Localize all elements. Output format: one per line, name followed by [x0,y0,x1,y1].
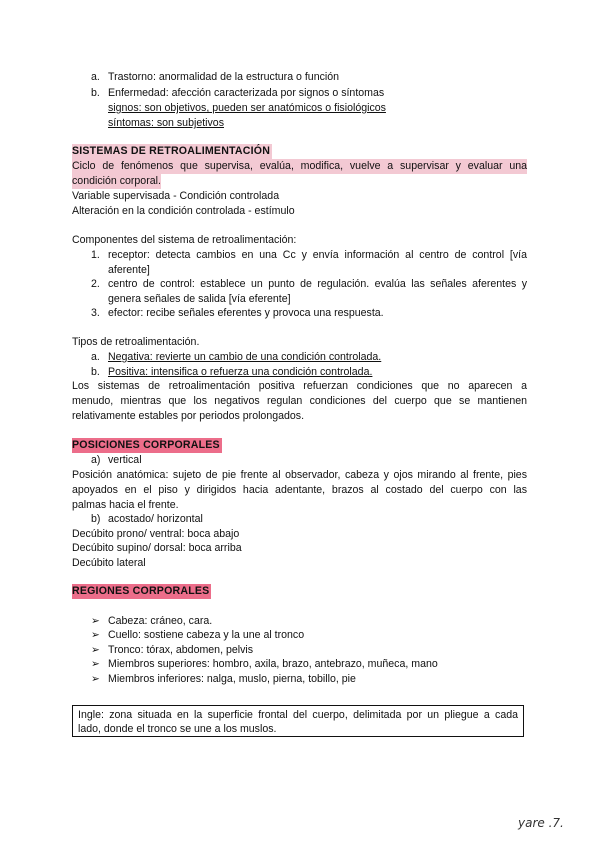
list-marker: 1. [91,249,100,261]
arrow-bullet-icon: ➢ [91,644,100,656]
region-item: Miembros inferiores: nalga, muslo, pierna, tobillo, pie [108,673,356,685]
anatomical-line-2: apoyados en el piso y dirigidos hacia adentante, brazos al costado del cuerpo con las [72,484,527,496]
list-marker: a) [91,454,101,466]
types-title: Tipos de retroalimentación. [72,336,200,348]
region-item: Cabeza: cráneo, cara. [108,615,213,627]
component-receptor: receptor: detecta cambios en una Cc y envía información al centro de control [vía [108,249,527,261]
type-positiva: Positiva: intensifica o refuerza una condición controlada. [108,366,373,378]
section-heading-posiciones: POSICIONES CORPORALES [72,439,220,451]
variable-line: Variable supervisada - Condición controlada [72,190,280,202]
region-item: Miembros superiores: hombro, axila, brazo, antebrazo, muñeca, mano [108,658,438,670]
paragraph-line-3: relativamente estables por periodos prolongados. [72,410,305,422]
list-marker: a. [91,71,100,83]
region-item: Cuello: sostiene cabeza y la une al tronco [108,629,305,641]
list-marker: b. [91,87,100,99]
decubito-supino: Decúbito supino/ dorsal: boca arriba [72,542,242,554]
arrow-bullet-icon: ➢ [91,658,100,670]
ingle-note-box [72,705,524,737]
list-item-enfermedad: Enfermedad: afección caracterizada por signos o síntomas [108,87,385,99]
alteracion-line: Alteración en la condición controlada - estímulo [72,205,295,217]
list-marker: a. [91,351,100,363]
anatomical-line-1: Posición anatómica: sujeto de pie frente al observador, cabeza y ojos mirando al frente, pies [72,469,527,481]
components-title: Componentes del sistema de retroalimentación: [72,234,297,246]
component-receptor-cont: aferente] [108,264,150,276]
signos-line: signos: son objetivos, pueden ser anatómicos o fisiológicos [108,102,386,114]
definition-line-2: condición corporal. [72,175,161,187]
arrow-bullet-icon: ➢ [91,615,100,627]
type-negativa: Negativa: revierte un cambio de una condición controlada. [108,351,382,363]
anatomical-line-3: palmas hacia el frente. [72,499,179,511]
position-vertical: vertical [108,454,142,466]
component-centro-control: centro de control: establece un punto de regulación. evalúa las señales aferentes y [108,278,527,290]
component-centro-control-cont: genera señales de salida [vía eferente] [108,293,291,305]
position-acostado: acostado/ horizontal [108,513,203,525]
sintomas-line: síntomas: son subjetivos [108,117,224,129]
list-marker: b) [91,513,101,525]
list-marker: b. [91,366,100,378]
ingle-note-line-1: Ingle: zona situada en la superficie frontal del cuerpo, delimitada por un pliegue a cada [78,709,518,721]
paragraph-line-1: Los sistemas de retroalimentación positiva refuerzan condiciones que no aparecen a [72,380,527,392]
region-item: Tronco: tórax, abdomen, pelvis [108,644,254,656]
arrow-bullet-icon: ➢ [91,673,100,685]
paragraph-line-2: menudo, mientras que los negativos regulan condiciones del cuerpo que se mantienen [72,395,527,407]
list-marker: 2. [91,278,100,290]
ingle-note-line-2: lado, donde el tronco se une a los muslos. [78,723,277,735]
section-heading-regiones: REGIONES CORPORALES [72,585,210,597]
decubito-prono: Decúbito prono/ ventral: boca abajo [72,528,240,540]
arrow-bullet-icon: ➢ [91,629,100,641]
list-marker: 3. [91,307,100,319]
handwritten-signature: yare .7. [518,816,564,830]
list-item-trastorno: Trastorno: anormalidad de la estructura o función [108,71,340,83]
component-efector: efector: recibe señales eferentes y provoca una respuesta. [108,307,384,319]
decubito-lateral: Decúbito lateral [72,557,146,569]
definition-line-1: Ciclo de fenómenos que supervisa, evalúa, modifica, vuelve a supervisar y evaluar una [72,160,527,172]
section-heading-retroalimentacion: SISTEMAS DE RETROALIMENTACIÓN [72,145,271,157]
